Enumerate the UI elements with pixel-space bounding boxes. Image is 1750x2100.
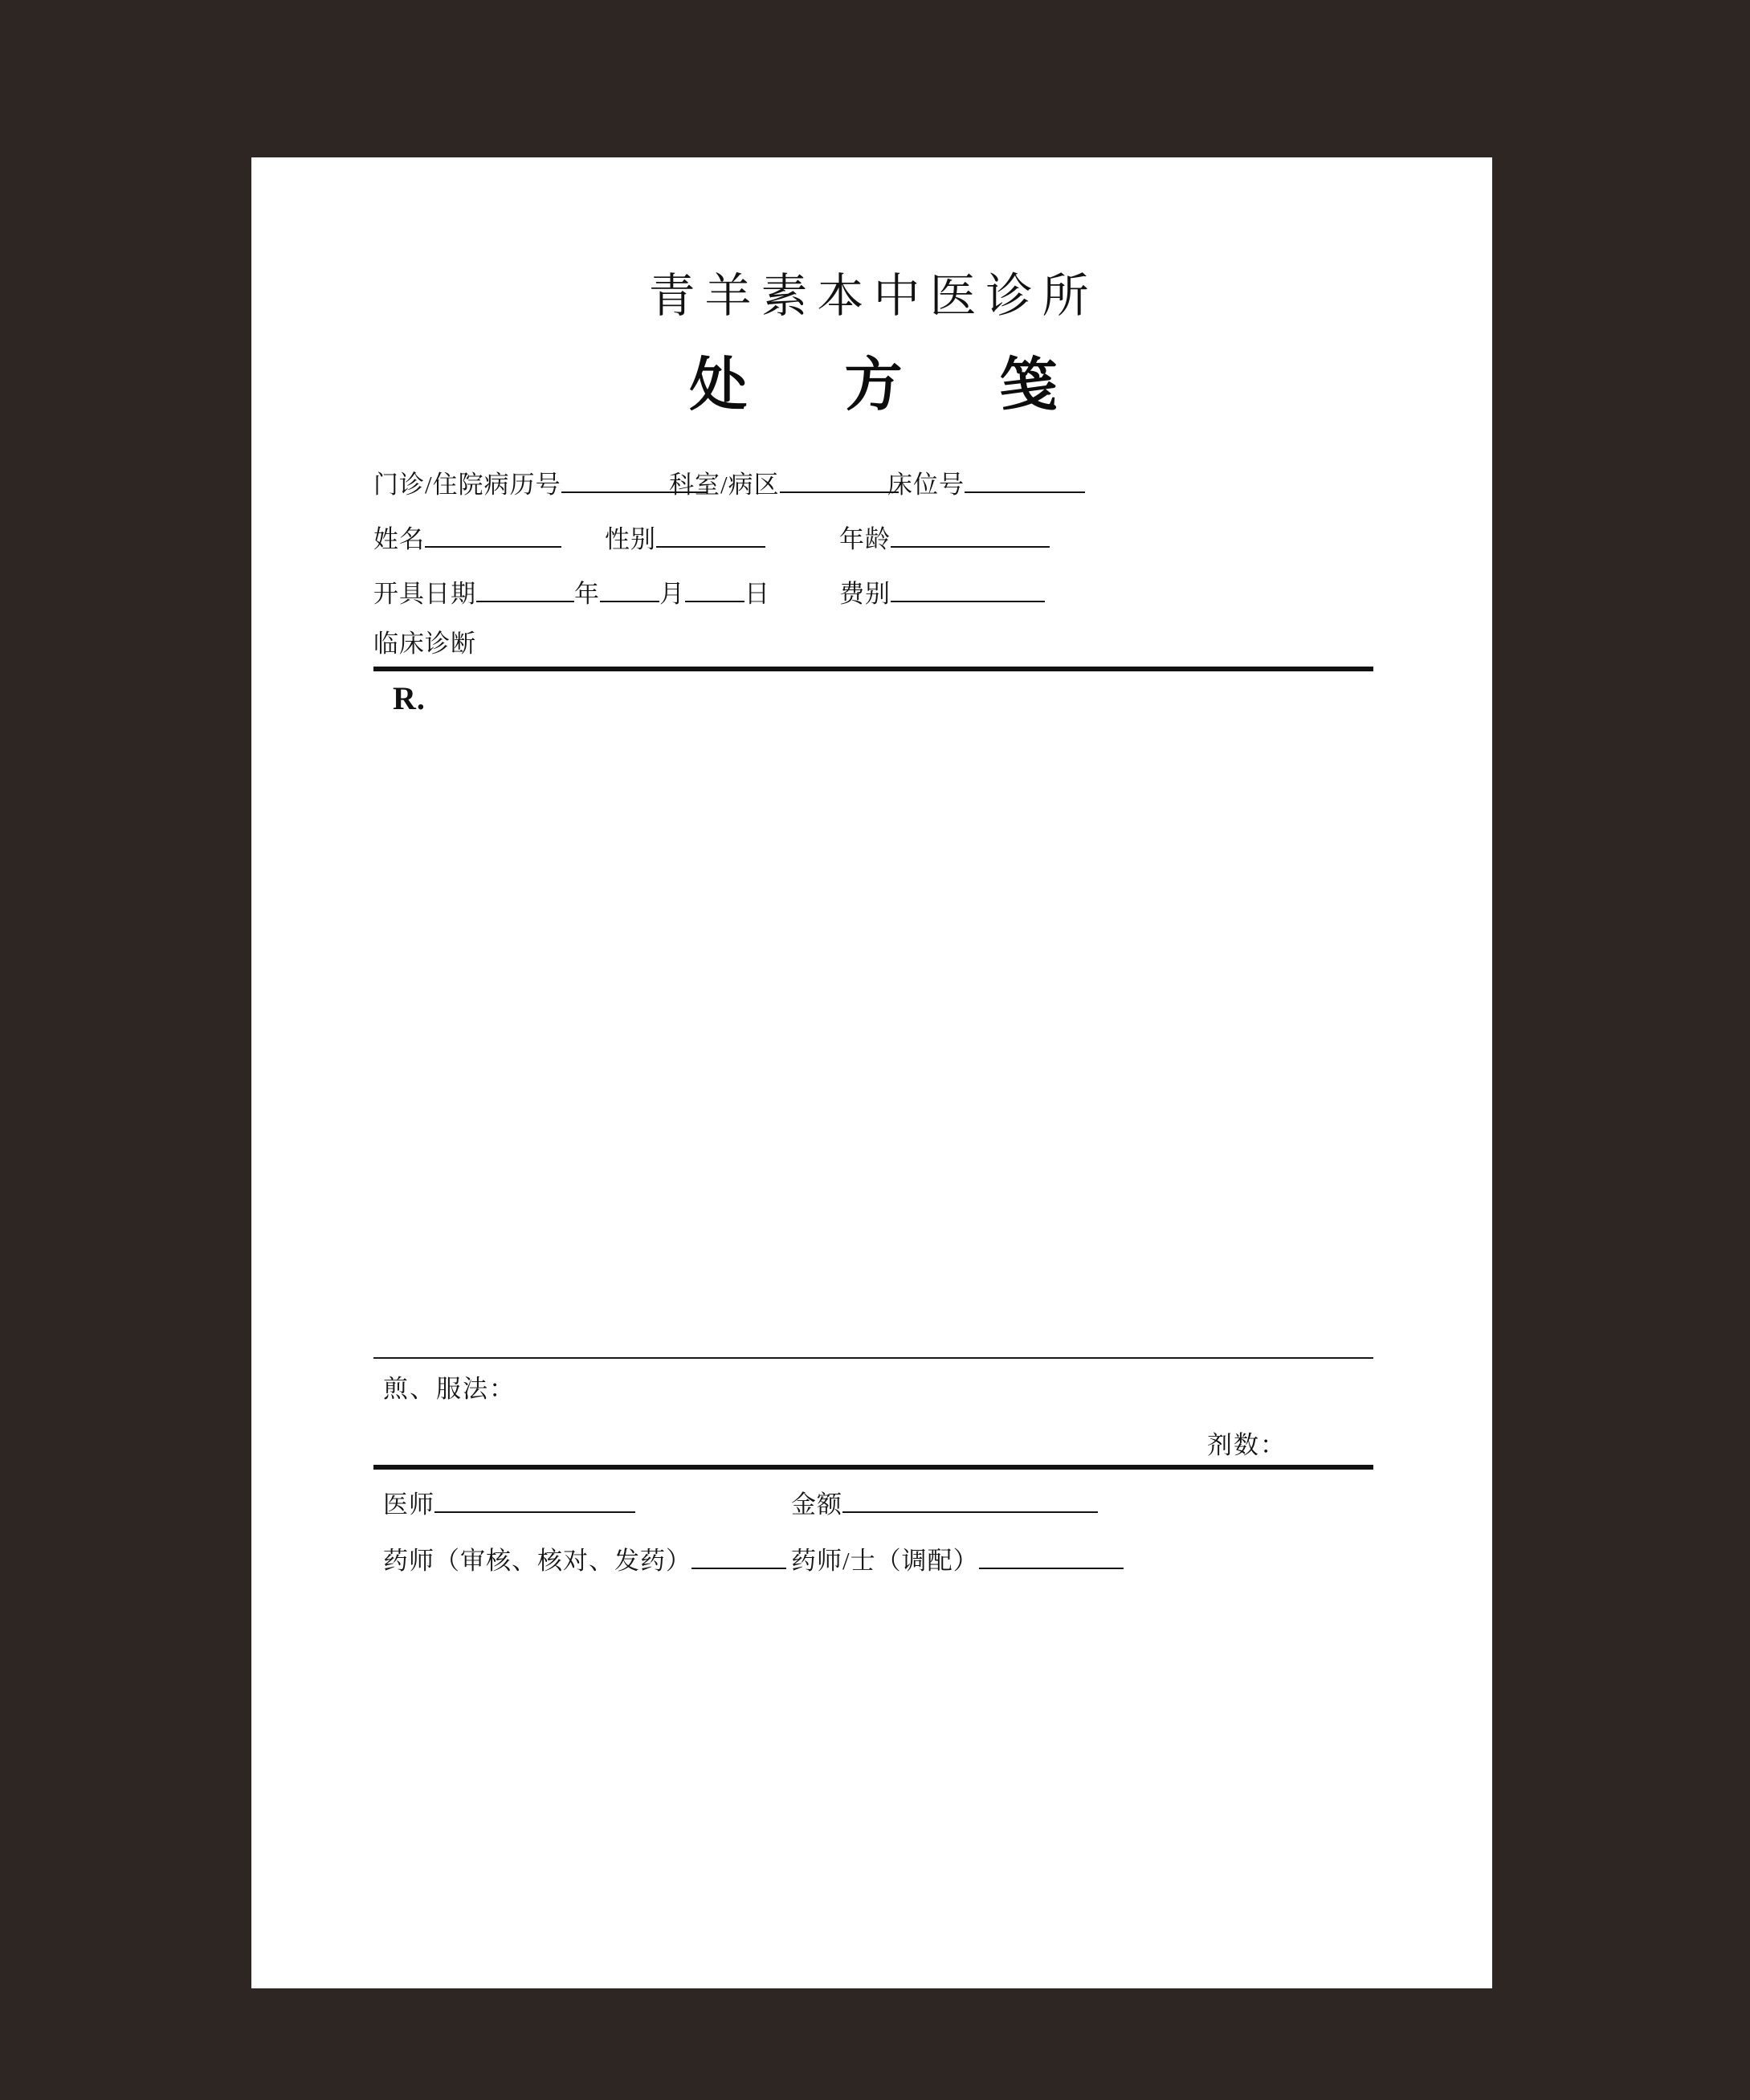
- bed-label: 床位号: [887, 471, 965, 499]
- prescription-sheet: [251, 157, 1492, 1988]
- field-bed: [887, 464, 1085, 500]
- header-row-diagnosis: [373, 623, 1373, 660]
- sex-label: 性别: [605, 525, 656, 553]
- year-label: 年: [574, 580, 600, 608]
- header-row-patient: [373, 519, 1373, 556]
- field-issue-date: [373, 573, 770, 610]
- field-dept: [669, 464, 899, 500]
- rx-marker: R.: [393, 680, 426, 716]
- amount-label: 金额: [791, 1490, 842, 1519]
- name-input[interactable]: [425, 522, 561, 548]
- signature-row-pharmacist: [373, 1540, 1373, 1577]
- divider-footer: [373, 1465, 1373, 1470]
- field-sex: [605, 519, 765, 555]
- divider-decoction: [373, 1357, 1373, 1359]
- doctor-label: 医师: [383, 1490, 434, 1519]
- fee-type-label: 费别: [839, 580, 891, 608]
- pharmacist-check-input[interactable]: [691, 1543, 786, 1569]
- header-row-record: [373, 464, 1373, 501]
- pharmacist-check-label: 药师（审核、核对、发药）: [383, 1547, 691, 1575]
- amount-input[interactable]: [842, 1487, 1098, 1513]
- field-pharmacist-check: [383, 1540, 786, 1576]
- name-label: 姓名: [373, 525, 425, 553]
- field-diagnosis: [373, 623, 476, 659]
- field-record-no: [373, 464, 708, 500]
- field-age: [839, 519, 1050, 555]
- dept-label: 科室/病区: [669, 471, 780, 499]
- age-label: 年龄: [839, 525, 891, 553]
- field-pharmacist-dispense: [791, 1540, 1124, 1576]
- field-fee-type: [839, 573, 1045, 610]
- sheet-content: [373, 157, 1373, 1988]
- dept-input[interactable]: [780, 467, 899, 493]
- issue-date-label: 开具日期: [373, 580, 476, 608]
- diagnosis-label: 临床诊断: [373, 630, 476, 658]
- year-input[interactable]: [476, 577, 574, 602]
- header-row-date: [373, 573, 1373, 610]
- field-amount: [791, 1484, 1098, 1520]
- prescription-body[interactable]: [373, 724, 1373, 1351]
- month-label: 月: [659, 580, 685, 608]
- month-input[interactable]: [600, 577, 659, 602]
- pharmacist-dispense-input[interactable]: [979, 1543, 1124, 1569]
- record-no-label: 门诊/住院病历号: [373, 471, 561, 499]
- decoction-method-label: 煎、服法：: [383, 1375, 516, 1403]
- day-label: 日: [744, 580, 770, 608]
- dose-count-label: 剂数：: [1207, 1431, 1287, 1459]
- age-input[interactable]: [891, 522, 1050, 548]
- signature-row-doctor: [373, 1484, 1373, 1521]
- pharmacist-dispense-label: 药师/士（调配）: [791, 1547, 979, 1575]
- day-input[interactable]: [685, 577, 744, 602]
- doctor-input[interactable]: [434, 1487, 635, 1513]
- sex-input[interactable]: [656, 522, 765, 548]
- divider-header: [373, 667, 1373, 671]
- fee-type-input[interactable]: [891, 577, 1045, 602]
- field-doctor: [383, 1484, 635, 1520]
- page-title: 处 方 笺: [689, 350, 1096, 418]
- bed-input[interactable]: [965, 467, 1085, 493]
- clinic-name-title: 青羊素本中医诊所: [648, 268, 1099, 323]
- field-name: [373, 519, 561, 555]
